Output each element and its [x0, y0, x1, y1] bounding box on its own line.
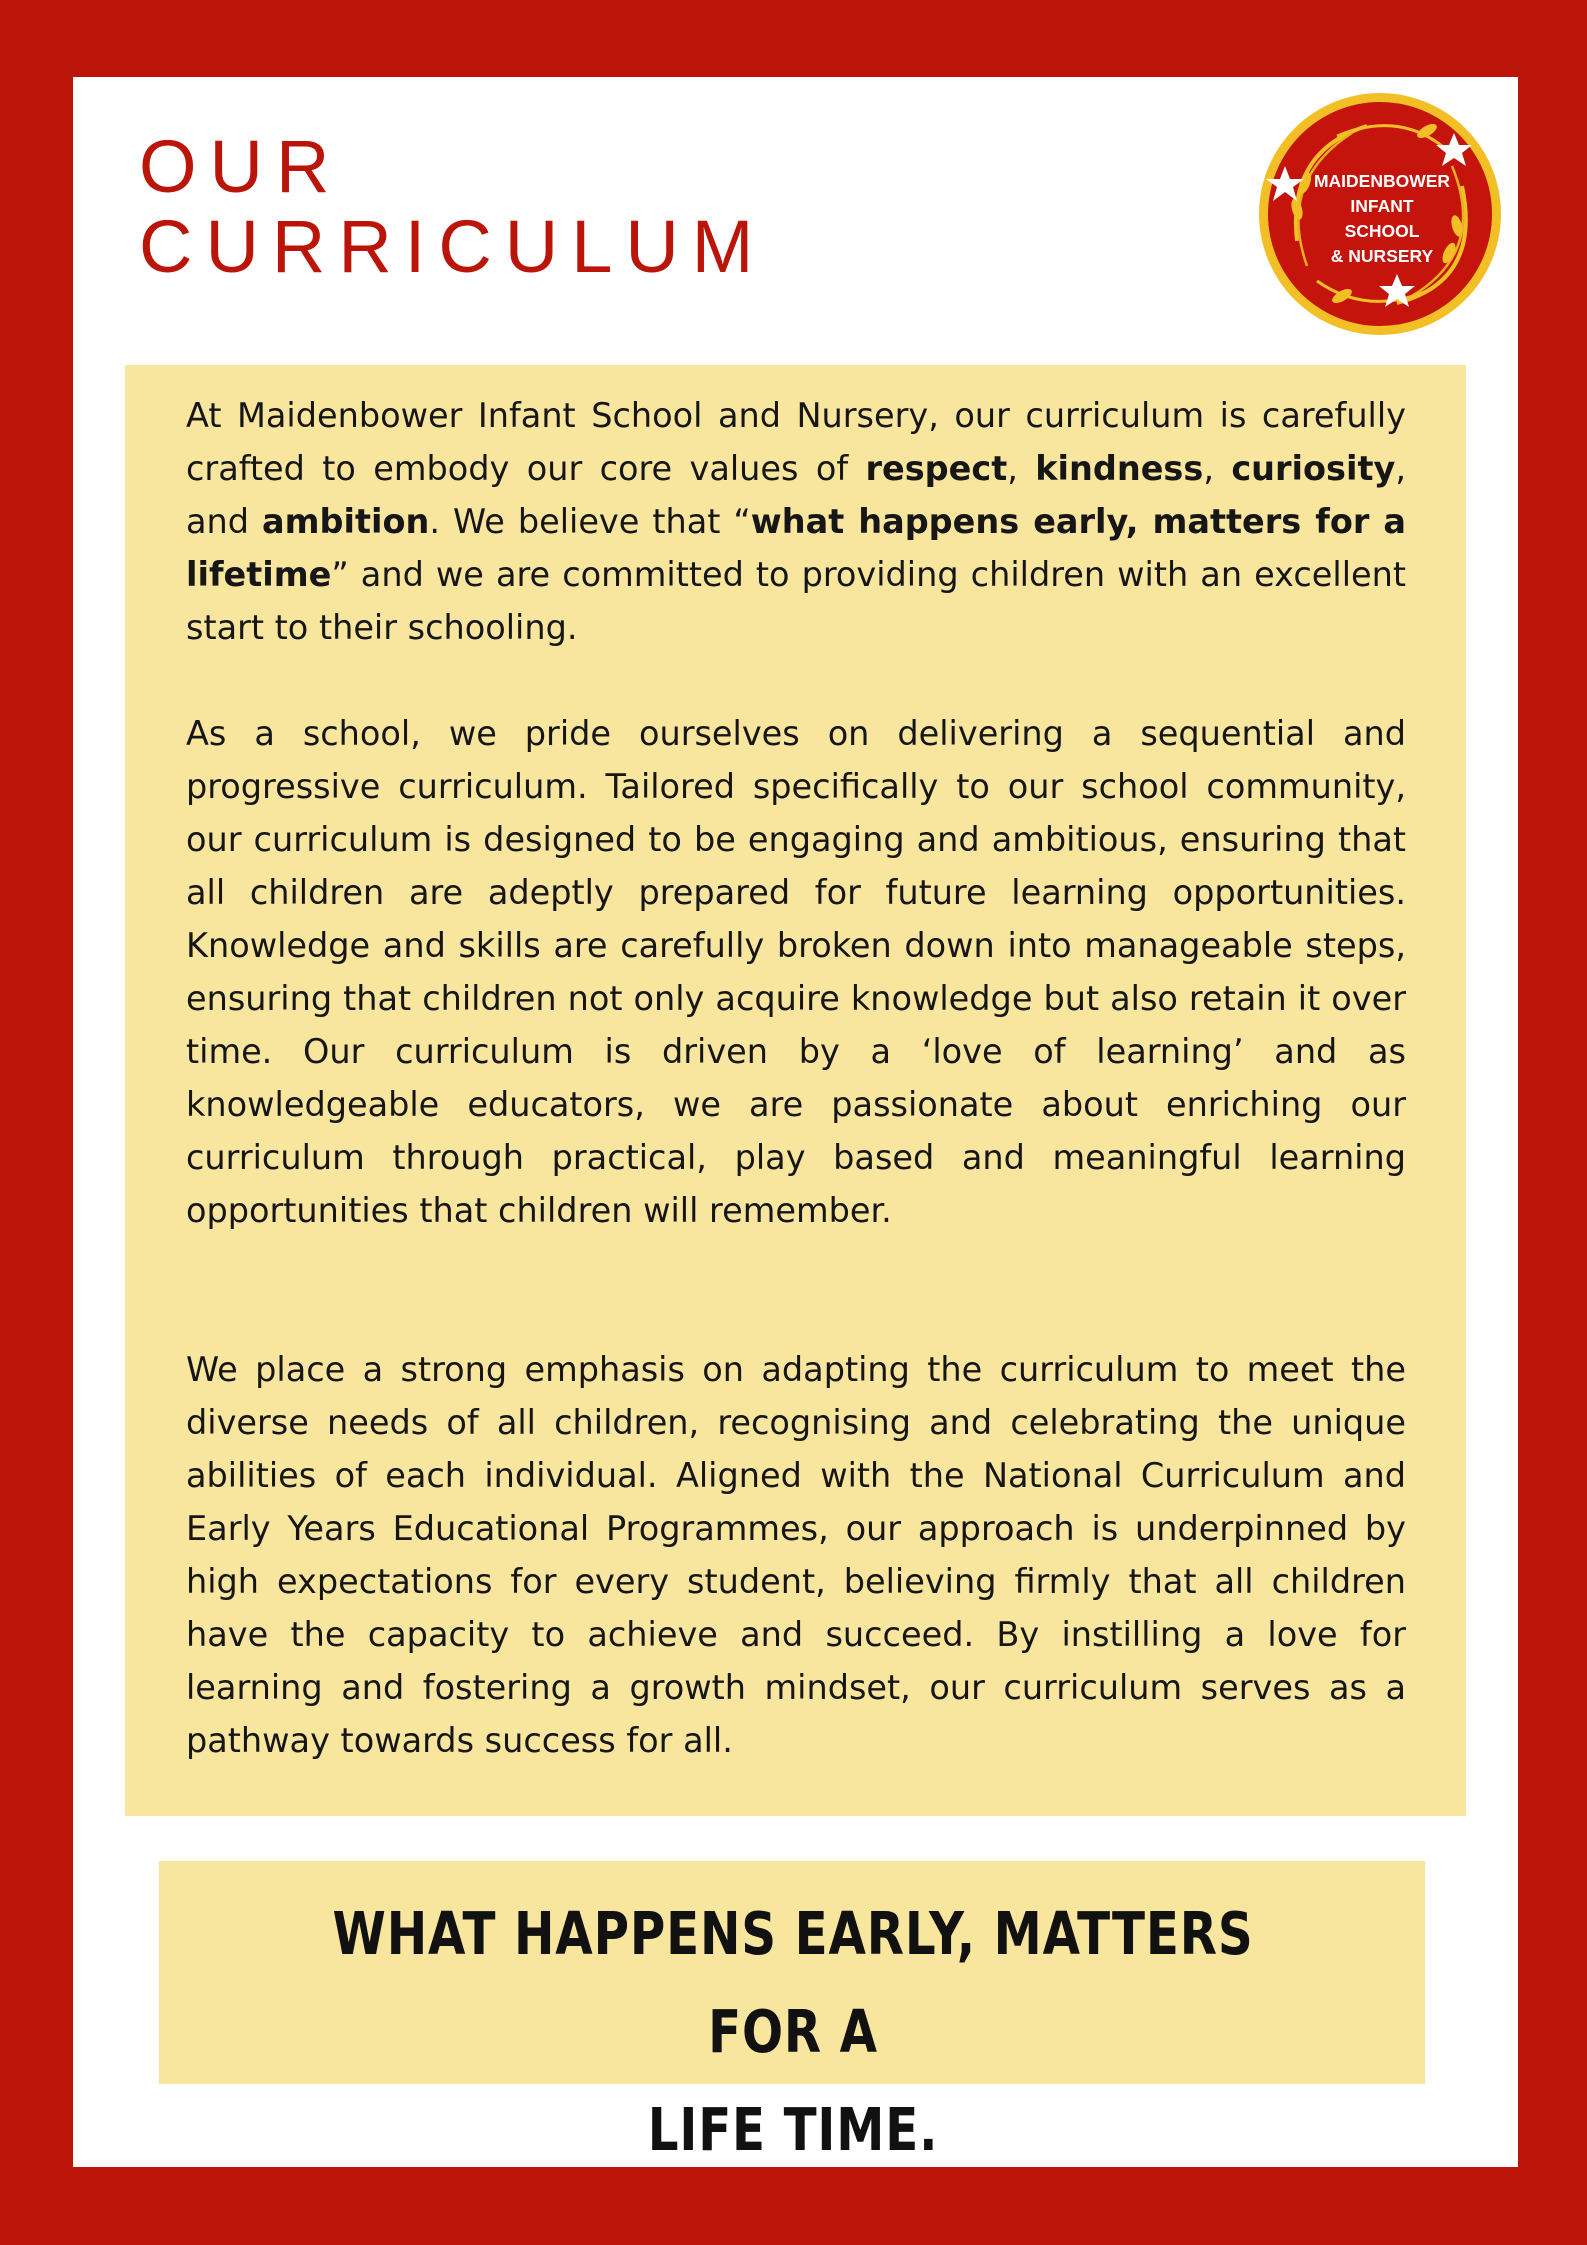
value-ambition: ambition — [262, 502, 430, 541]
motto-line-2: LIFE TIME. — [647, 2095, 939, 2164]
value-respect: respect — [865, 449, 1008, 488]
p1-sep-3: , and — [186, 449, 1406, 541]
logo-text-line-2: INFANT — [1350, 196, 1414, 216]
p1-text-b: . We believe that “ — [429, 502, 751, 541]
motto-quote-inline: what happens early, matters for a lifetime — [186, 502, 1407, 594]
title-line-1: OUR — [139, 125, 343, 208]
p1-sep-2: , — [1203, 449, 1232, 488]
p1-sep-1: , — [1007, 449, 1036, 488]
page — [73, 77, 1518, 2167]
intro-paragraph-3: We place a strong emphasis on adapting the curriculum to meet the diverse needs of all children, recognising and celebrating the unique abilities of each individual. Aligned with the National Curriculum and Early Years Educational Programmes, our approach is underpinned by high expectations for every student, believing firmly that all children have the capacity to achieve and succeed. By instilling a love for learning and fostering a growth mindset, our curriculum serves as a pathway towards success for all. — [186, 1350, 1406, 1760]
motto-line-1: WHAT HAPPENS EARLY, MATTERS FOR A — [332, 1899, 1254, 2066]
intro-paragraph-2: As a school, we pride ourselves on delivering a sequential and progressive curriculum. Tailored specifically to our school community, our curriculum is designed to be engaging and ambitious, ensuring that all children are adeptly prepared for future learning opportunities. Knowledge and skills are carefully broken down into manageable steps, ensuring that children not only acquire knowledge but also retain it over time. Our curriculum is driven by a ‘love of learning’ and as knowledgeable educators, we are passionate about enriching our curriculum through practical, play based and meaningful learning opportunities that children will remember. — [186, 714, 1406, 1230]
p1-text-a: At Maidenbower Infant School and Nursery, our curriculum is carefully crafted to embody our core values of — [186, 396, 1406, 488]
logo-text-line-4: & NURSERY — [1330, 246, 1434, 266]
value-curiosity: curiosity — [1231, 449, 1396, 488]
intro-paragraph-1 — [186, 389, 1406, 654]
p1-text-c: ” and we are committed to providing children with an excellent start to their schooling. — [186, 555, 1406, 647]
school-logo — [1257, 91, 1503, 337]
motto-text — [326, 1885, 1261, 2179]
school-badge-icon — [1257, 91, 1503, 337]
logo-text-line-3: SCHOOL — [1344, 221, 1420, 241]
title-line-2: CURRICULUM — [139, 205, 767, 288]
page-title — [139, 127, 766, 287]
value-kindness: kindness — [1035, 449, 1204, 488]
logo-text-line-1: MAIDENBOWER — [1313, 171, 1451, 191]
